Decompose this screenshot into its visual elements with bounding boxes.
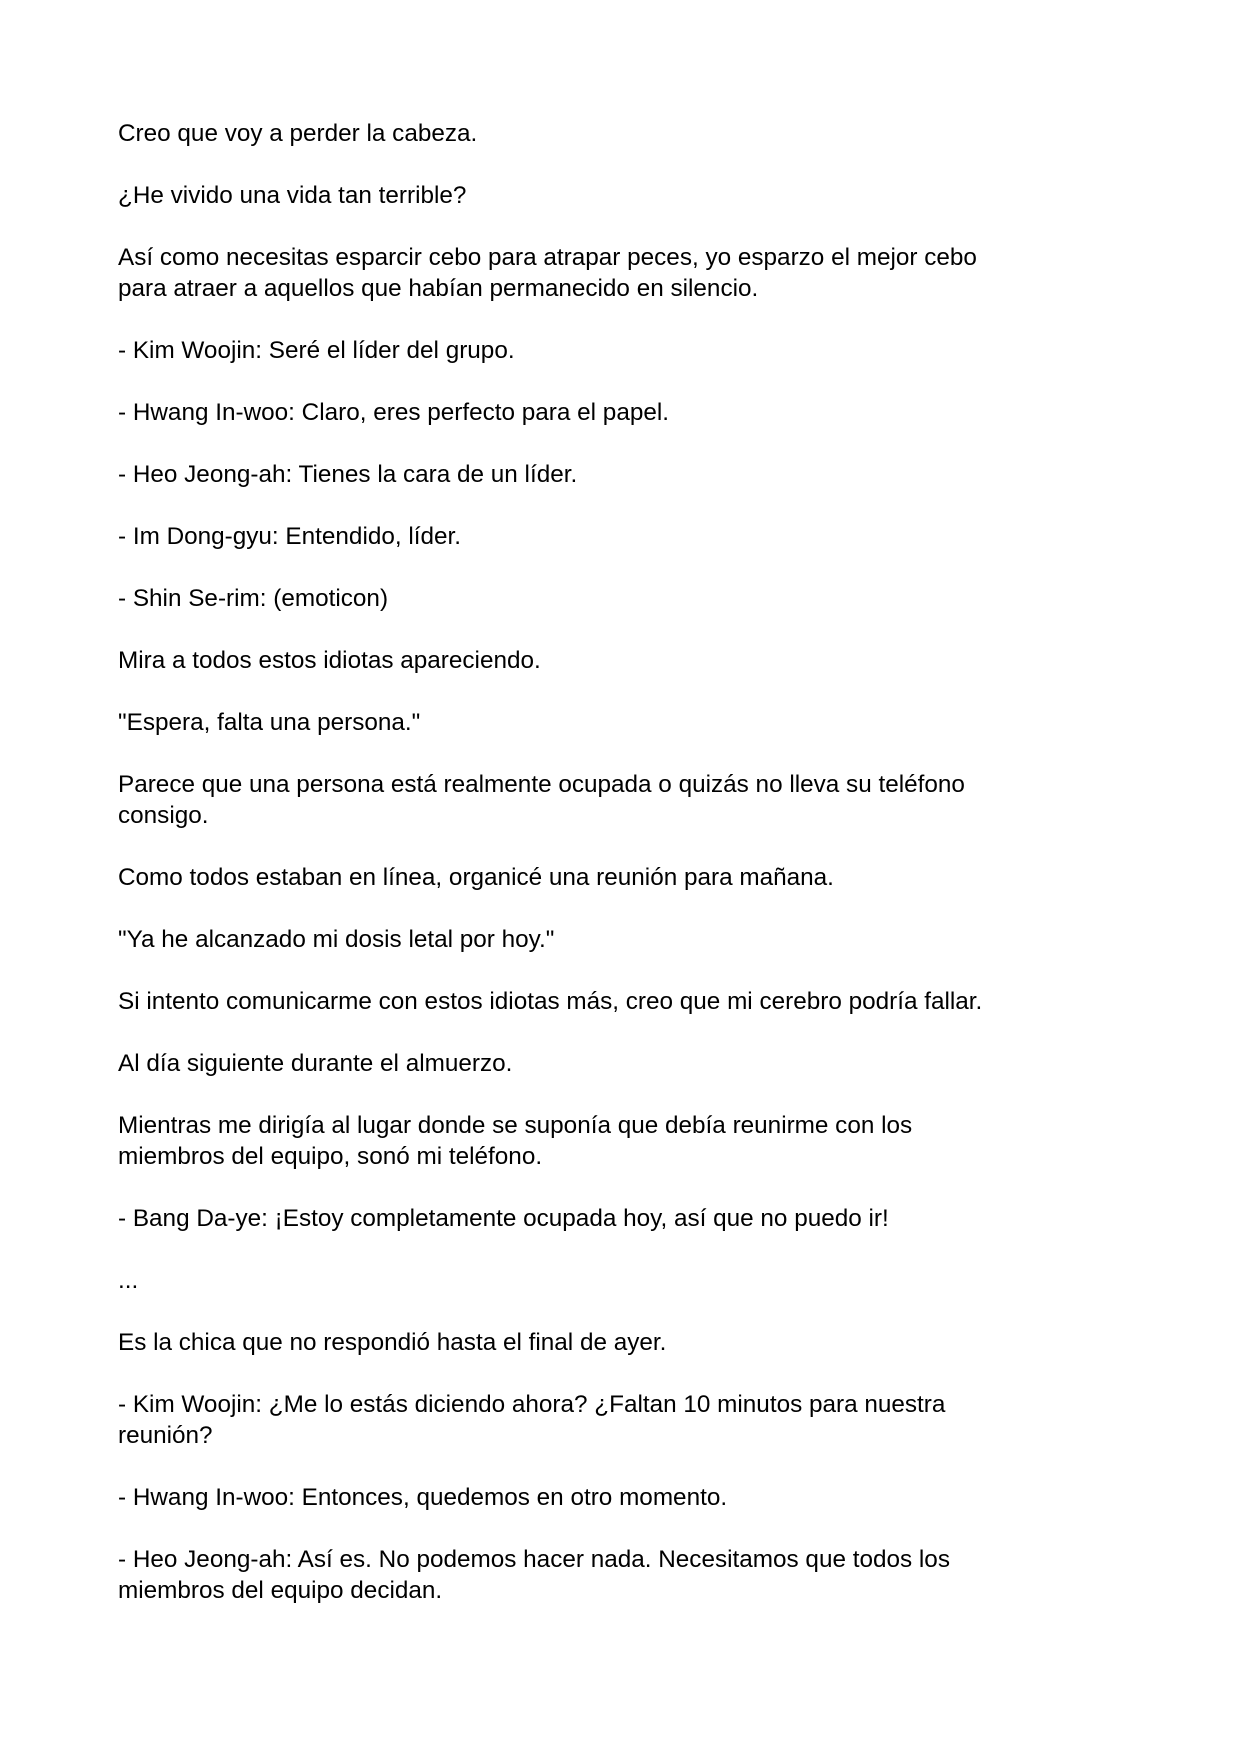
paragraph: Creo que voy a perder la cabeza. bbox=[118, 120, 478, 147]
paragraph: Es la chica que no respondió hasta el final de ayer. bbox=[118, 1329, 667, 1356]
dialogue-line: - Hwang In-woo: Claro, eres perfecto para el papel. bbox=[118, 399, 670, 426]
paragraph: Al día siguiente durante el almuerzo. bbox=[118, 1050, 513, 1077]
paragraph: Así como necesitas esparcir cebo para atrapar peces, yo esparzo el mejor cebo para atraer a aquellos que habían permanecido en silencio. bbox=[118, 244, 977, 302]
paragraph: "Ya he alcanzado mi dosis letal por hoy." bbox=[118, 926, 555, 953]
document-page bbox=[118, 118, 1128, 1637]
dialogue-line: - Im Dong-gyu: Entendido, líder. bbox=[118, 523, 462, 550]
paragraph: Si intento comunicarme con estos idiotas más, creo que mi cerebro podría fallar. bbox=[118, 988, 983, 1015]
dialogue-line: - Kim Woojin: Seré el líder del grupo. bbox=[118, 337, 515, 364]
dialogue-line: - Bang Da-ye: ¡Estoy completamente ocupada hoy, así que no puedo ir! bbox=[118, 1205, 889, 1232]
dialogue-line: - Heo Jeong-ah: Así es. No podemos hacer nada. Necesitamos que todos los miembros del equipo decidan. bbox=[118, 1546, 950, 1604]
paragraph: "Espera, falta una persona." bbox=[118, 709, 421, 736]
dialogue-line: - Heo Jeong-ah: Tienes la cara de un líder. bbox=[118, 461, 578, 488]
paragraph: Parece que una persona está realmente ocupada o quizás no lleva su teléfono consigo. bbox=[118, 771, 965, 829]
paragraph: ... bbox=[118, 1267, 139, 1294]
dialogue-line: - Kim Woojin: ¿Me lo estás diciendo ahora? ¿Faltan 10 minutos para nuestra reunión? bbox=[118, 1391, 946, 1449]
paragraph: Como todos estaban en línea, organicé una reunión para mañana. bbox=[118, 864, 834, 891]
paragraph: ¿He vivido una vida tan terrible? bbox=[118, 182, 467, 209]
paragraph: Mientras me dirigía al lugar donde se suponía que debía reunirme con los miembros del equipo, sonó mi teléfono. bbox=[118, 1112, 913, 1170]
paragraph: Mira a todos estos idiotas apareciendo. bbox=[118, 647, 541, 674]
dialogue-line: - Shin Se-rim: (emoticon) bbox=[118, 585, 389, 612]
dialogue-line: - Hwang In-woo: Entonces, quedemos en otro momento. bbox=[118, 1484, 728, 1511]
